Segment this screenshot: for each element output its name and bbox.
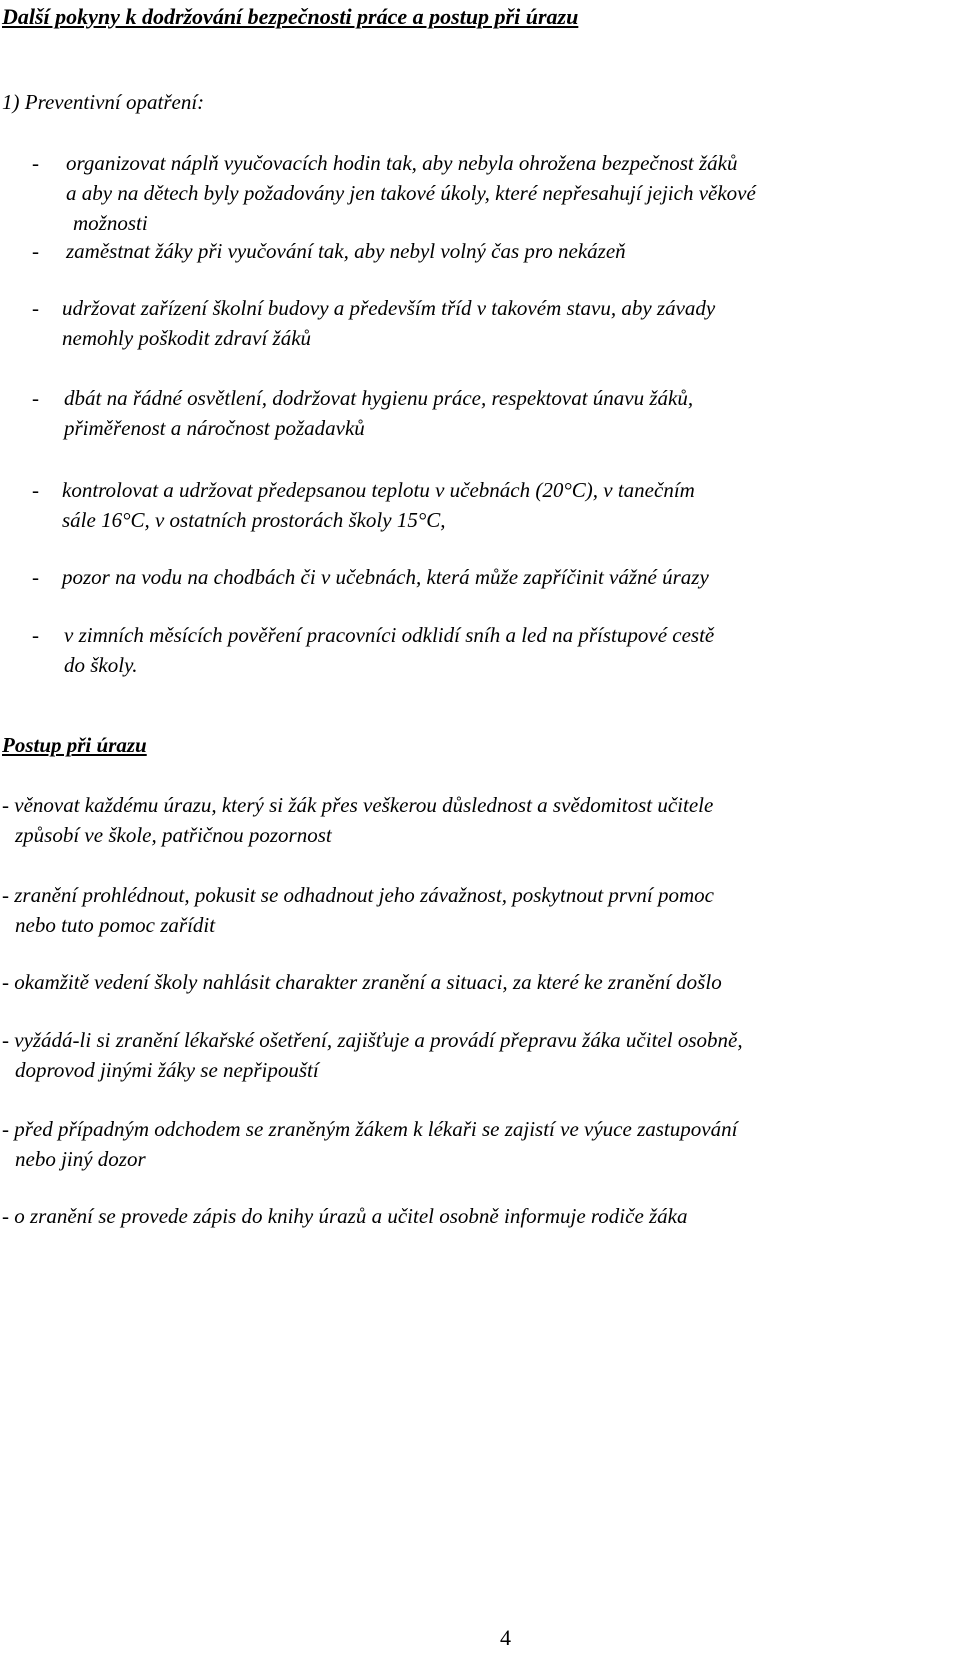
list-item-text: možnosti: [73, 211, 148, 235]
list-item-text: nemohly poškodit zdraví žáků: [62, 326, 312, 350]
list-item: [2, 1025, 932, 1085]
list-dash: -: [32, 623, 39, 647]
list-item-text: - okamžitě vedení školy nahlásit charakter zranění a situaci, za které ke zranění došlo: [2, 970, 722, 994]
list-item: [2, 790, 932, 850]
list-item-text: - vyžádá-li si zranění lékařské ošetření, zajišťuje a provádí přepravu žáka učitel osobně,: [2, 1028, 743, 1052]
list-dash: -: [32, 151, 39, 175]
page-number: 4: [500, 1625, 511, 1650]
list-item-text: - věnovat každému úrazu, který si žák přes veškerou důslednost a svědomitost učitele: [2, 793, 714, 817]
list-item-text: způsobí ve škole, patřičnou pozornost: [15, 823, 332, 847]
list-item-text: organizovat náplň vyučovacích hodin tak, aby nebyla ohrožena bezpečnost žáků: [66, 151, 738, 175]
list-dash: -: [32, 478, 39, 502]
section-heading-preventive: 1) Preventivní opatření:: [2, 90, 205, 114]
list-item-text: v zimních měsících pověření pracovníci odklidí sníh a led na přístupové cestě: [64, 623, 715, 647]
list-item: [2, 1201, 932, 1231]
list-item-text: do školy.: [64, 653, 138, 677]
list-item-text: nebo tuto pomoc zařídit: [15, 913, 216, 937]
list-dash: -: [32, 565, 39, 589]
list-dash: -: [32, 386, 39, 410]
list-item-text: sále 16°C, v ostatních prostorách školy 15°C,: [62, 508, 446, 532]
list-item-text: dbát na řádné osvětlení, dodržovat hygienu práce, respektovat únavu žáků,: [64, 386, 694, 410]
list-item-text: přiměřenost a náročnost požadavků: [64, 416, 365, 440]
list-item: [2, 967, 932, 997]
document-title: Další pokyny k dodržování bezpečnosti práce a postup při úrazu: [2, 4, 579, 29]
section-heading-injury-procedure: Postup při úrazu: [2, 733, 147, 757]
list-item-text: doprovod jinými žáky se nepřipouští: [15, 1058, 319, 1082]
list-item-text: - o zranění se provede zápis do knihy úrazů a učitel osobně informuje rodiče žáka: [2, 1204, 688, 1228]
list-item: [2, 1114, 932, 1174]
list-item: [2, 880, 932, 940]
list-item-text: nebo jiný dozor: [15, 1147, 146, 1171]
list-item-text: pozor na vodu na chodbách či v učebnách, která může zapříčinit vážné úrazy: [62, 565, 709, 589]
list-dash: -: [32, 239, 39, 263]
list-dash: -: [32, 296, 39, 320]
list-item-text: a aby na dětech byly požadovány jen takové úkoly, které nepřesahují jejich věkové: [66, 181, 756, 205]
list-item-text: - před případným odchodem se zraněným žákem k lékaři se zajistí ve výuce zastupování: [2, 1117, 738, 1141]
list-item-text: udržovat zařízení školní budovy a především tříd v takovém stavu, aby závady: [62, 296, 716, 320]
list-item-text: kontrolovat a udržovat předepsanou teplotu v učebnách (20°C), v tanečním: [62, 478, 695, 502]
list-item-text: zaměstnat žáky při vyučování tak, aby nebyl volný čas pro nekázeň: [66, 239, 626, 263]
list-item-text: - zranění prohlédnout, pokusit se odhadnout jeho závažnost, poskytnout první pomoc: [2, 883, 714, 907]
